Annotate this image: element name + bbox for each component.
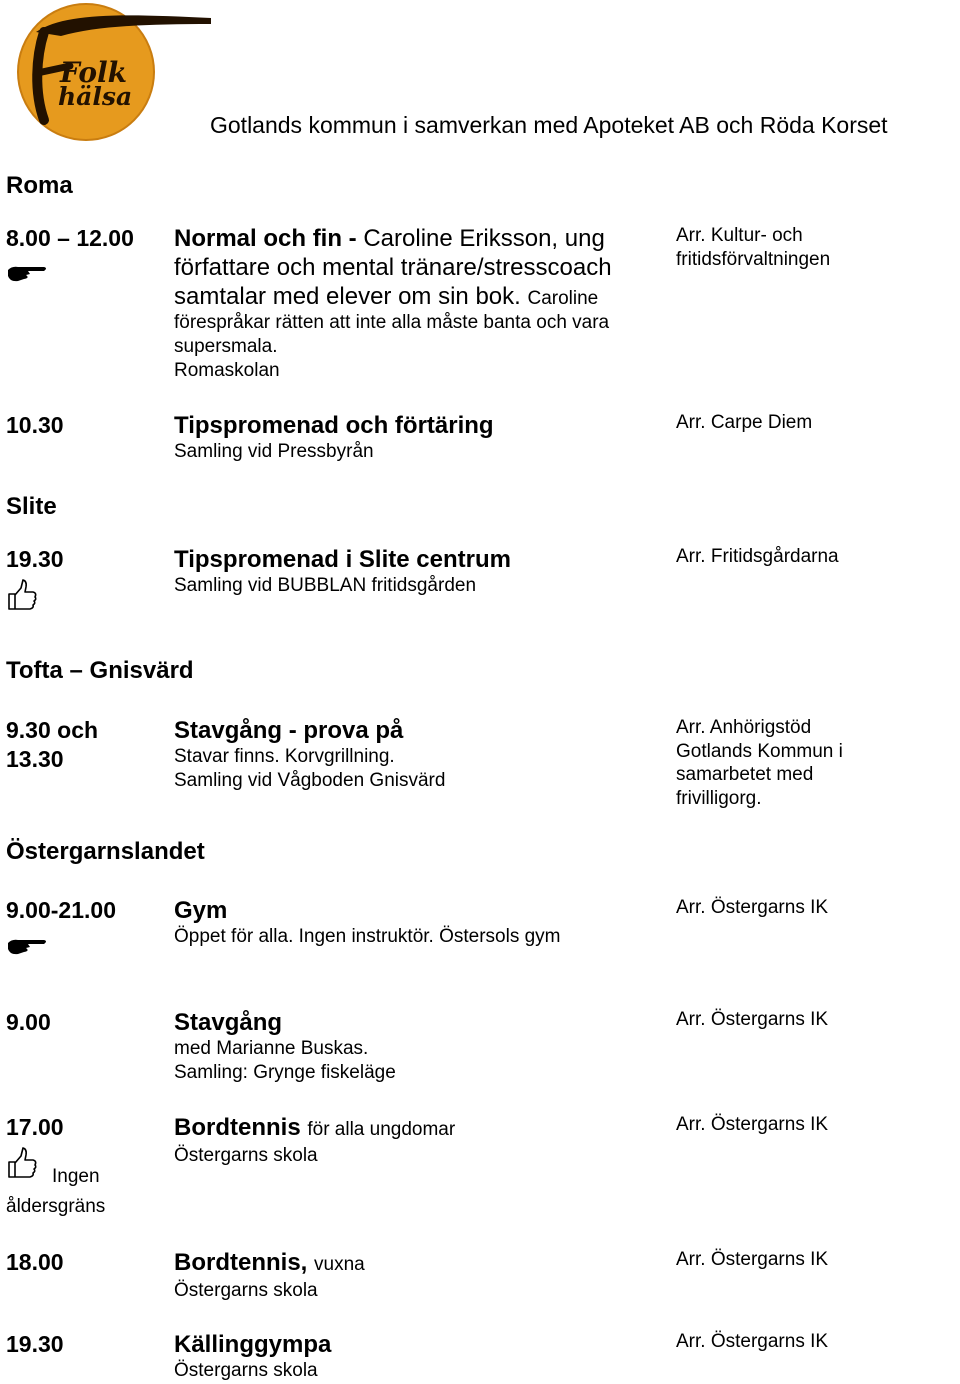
event-organizer: Arr. Östergarns IK	[676, 1009, 829, 1030]
event-organizer: Arr. Fritidsgårdarna	[676, 546, 839, 567]
event-desc: förespråkar rätten att inte alla måste banta och vara supersmala.	[174, 312, 610, 357]
event-title: Normal och fin -	[174, 225, 357, 252]
event-location: Öppet för alla. Ingen instruktör. Östersols gym	[174, 926, 561, 947]
event-organizer: Arr. Carpe Diem	[676, 412, 813, 433]
event-organizer: Arr. Östergarns IK	[676, 897, 829, 918]
age-note-line2: åldersgräns	[6, 1196, 106, 1217]
pointing-hand-icon	[6, 262, 50, 289]
event-body	[174, 1248, 654, 1303]
event-body	[174, 224, 654, 383]
event-time: 17.00	[6, 1114, 64, 1140]
event-title: Gym	[174, 897, 228, 924]
event-location: Samling vid Pressbyrån	[174, 441, 374, 462]
event-title: Bordtennis	[174, 1114, 301, 1141]
section-heading-ostergarnslandet: Östergarnslandet	[6, 838, 205, 865]
event-body	[174, 1330, 654, 1383]
event-time: 18.00	[6, 1249, 64, 1275]
event-desc: med Marianne Buskas.	[174, 1038, 369, 1059]
section-heading-tofta: Tofta – Gnisvärd	[6, 657, 194, 684]
event-organizer: Arr. Anhörigstöd Gotlands Kommun i samarbetet med frivilligorg.	[676, 717, 843, 809]
page-subtitle: Gotlands kommun i samverkan med Apoteket AB och Röda Korset	[210, 112, 888, 138]
event-location: Östergarns skola	[174, 1145, 318, 1166]
event-desc: Stavar finns. Korvgrillning.	[174, 746, 395, 767]
event-title-rest: Caroline Eriksson, ung författare och mental tränare/stresscoach samtalar med elever om sin bok.	[174, 225, 612, 310]
event-location: Östergarns skola	[174, 1360, 318, 1381]
event-location: Samling vid BUBBLAN fritidsgården	[174, 575, 477, 596]
event-title: Bordtennis,	[174, 1249, 308, 1276]
event-organizer: Arr. Östergarns IK	[676, 1249, 829, 1270]
event-time: 9.00-21.00	[6, 897, 116, 923]
event-body	[174, 411, 654, 464]
event-title: Tipspromenad och förtäring	[174, 412, 494, 439]
event-title-suffix: vuxna	[314, 1254, 365, 1275]
event-body	[174, 545, 654, 598]
pointing-hand-icon	[6, 935, 50, 962]
event-time: 9.00	[6, 1009, 51, 1035]
event-desc-inline: Caroline	[527, 288, 599, 309]
section-heading-slite: Slite	[6, 493, 57, 520]
thumbs-up-icon	[6, 578, 38, 617]
event-body	[174, 1008, 654, 1085]
event-title: Stavgång - prova på	[174, 717, 404, 744]
event-title: Stavgång	[174, 1009, 283, 1036]
event-body	[174, 716, 654, 793]
event-location: Samling: Grynge fiskeläge	[174, 1062, 396, 1083]
folkhalsa-logo	[6, 2, 216, 142]
event-time	[6, 716, 98, 774]
event-body	[174, 1113, 654, 1168]
event-location: Romaskolan	[174, 360, 280, 381]
event-body	[174, 896, 654, 949]
event-organizer: Arr. Kultur- och fritidsförvaltningen	[676, 225, 831, 270]
event-time: 19.30	[6, 1331, 64, 1357]
event-time: 19.30	[6, 546, 64, 572]
thumbs-up-icon	[6, 1146, 38, 1185]
event-organizer: Arr. Östergarns IK	[676, 1331, 829, 1352]
event-time: 8.00 – 12.00	[6, 225, 134, 251]
event-title: Källinggympa	[174, 1331, 332, 1358]
event-location: Östergarns skola	[174, 1280, 318, 1301]
logo-text-bottom: hälsa	[58, 82, 133, 111]
event-time-line1: 9.30 och	[6, 717, 99, 743]
event-organizer: Arr. Östergarns IK	[676, 1114, 829, 1135]
event-time-line2: 13.30	[6, 746, 64, 772]
section-heading-roma: Roma	[6, 172, 73, 199]
event-title: Tipspromenad i Slite centrum	[174, 546, 511, 573]
logo-text-top: Folk	[60, 56, 128, 89]
event-time: 10.30	[6, 412, 64, 438]
age-note-line1: Ingen	[52, 1166, 100, 1187]
event-location: Samling vid Vågboden Gnisvärd	[174, 770, 446, 791]
event-title-suffix: för alla ungdomar	[307, 1119, 456, 1140]
